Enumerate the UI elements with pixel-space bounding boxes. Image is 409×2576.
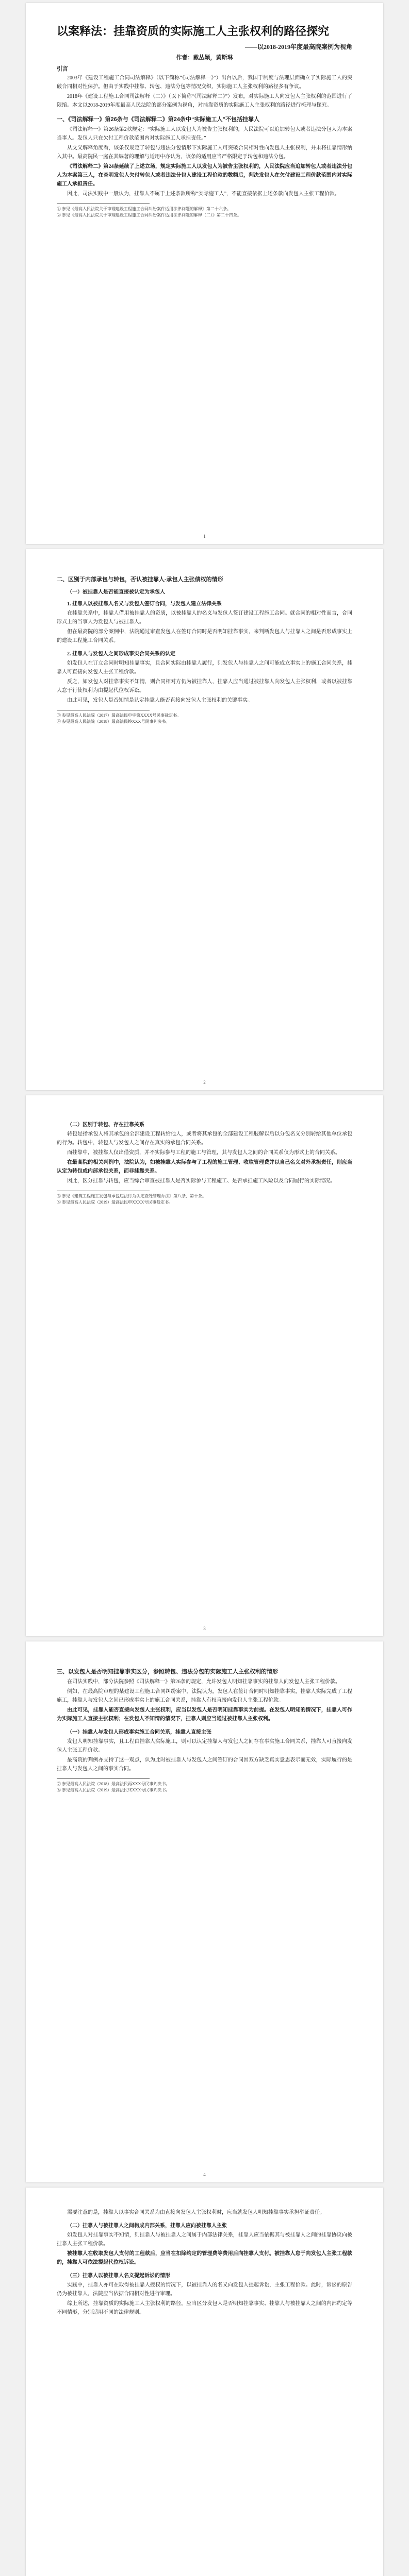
footnote: ① 参见《最高人民法院关于审理建设工程施工合同纠纷案件适用法律问题的解释》第二十六条。 [57, 207, 231, 211]
paragraph: 由此可见，发包人是否知情是认定挂靠人能否直接向发包人主张权利的关键事实。 [67, 698, 253, 703]
footnote-divider [57, 1778, 150, 1779]
section-heading: 三、以发包人是否明知挂靠事实区分，参照转包、违法分包的实际施工人主张权利的情形 [57, 1669, 278, 1675]
preface-label: 引言 [57, 66, 68, 72]
footnote: ⑦ 参见最高人民法院（2018）最高法民再XXX号民事判决书。 [57, 1782, 170, 1786]
paragraph: 被挂靠人在收取发包人支付的工程款后，应当在扣除约定的管理费等费用后向挂靠人支付。被挂靠人怠于向发包人主张工程款的，挂靠人可依法提起代位权诉讼。 [57, 2251, 352, 2265]
paragraph: 转包是指承包人将其承包的全部建设工程转给他人，或者将其承包的全部建设工程肢解以后以分包名义分别转给其他单位承包的行为。转包中，转包人与发包人之间存在真实的承包合同关系。 [57, 1131, 352, 1146]
paragraph: 在最高院的相关判例中，法院认为，如被挂靠人实际参与了工程的施工管理、收取管理费并以自己名义对外承担责任，则应当认定为转包或内部承包关系，而非挂靠关系。 [57, 1160, 352, 1174]
subsection-heading: （一）被挂靠人是否能直接被认定为承包人 [67, 589, 165, 595]
subsection-heading: （二）区别于转包、存在挂靠关系 [67, 1122, 144, 1128]
article-subtitle: ——以2018-2019年度最高院案例为视角 [245, 43, 352, 50]
article-authors: 作者：戴丛颖，黄斯琳 [176, 55, 233, 61]
paragraph: 而挂靠中，被挂靠人仅出借资质，并不实际参与工程的施工与管理，其与发包人之间的合同关系仅为形式上的合同关系。 [67, 1150, 340, 1156]
paragraph: 2018年《建设工程施工合同司法解释（二）》（以下简称“《司法解释二》”）发布，对实际施工人向发包人主张权利的范围进行了限缩。本文以2018-2019年度最高人民法院的部分案例为视角，对挂靠资质的实际施工人主张权利的路径进行梳理与探究。 [57, 94, 352, 108]
page-number: 4 [203, 2172, 206, 2177]
paragraph: 反之，如发包人对挂靠事实不知情，则合同相对方仍为被挂靠人，挂靠人应当通过被挂靠人向发包人主张权利，或者以被挂靠人怠于行使权利为由提起代位权诉讼。 [57, 679, 352, 693]
article-title: 以案释法：挂靠资质的实际施工人主张权利的路径探究 [57, 25, 330, 38]
subsection-heading: 1. 挂靠人以被挂靠人名义与发包人签订合同，与发包人建立法律关系 [67, 601, 222, 607]
paragraph: 如发包人对挂靠事实不知情，则挂靠人与被挂靠人之间属于内部法律关系，挂靠人应当依据其与被挂靠人之间的挂靠协议向被挂靠人主张工程价款。 [57, 2232, 352, 2247]
subsection-heading: 2. 挂靠人与发包人之间形成事实合同关系的认定 [67, 651, 175, 657]
footnote: ④ 参见最高人民法院（2018）最高法民终XXX号民事判决书。 [57, 719, 170, 724]
subsection-heading: （一）挂靠人与发包人形成事实施工合同关系，挂靠人直接主张 [67, 1730, 211, 1735]
paragraph: 例如，在最高院审理的某建设工程施工合同纠纷案中，法院认为，发包人在签订合同时明知挂靠事实，挂靠人实际完成了工程施工，挂靠人与发包人之间已形成事实上的施工合同关系，挂靠人有权直接向发包人主张工程价款。 [57, 1689, 352, 1703]
paragraph: 如发包人在订立合同时明知挂靠事实，且合同实际由挂靠人履行，则发包人与挂靠人之间可能成立事实上的施工合同关系，挂靠人可直接向发包人主张工程价款。 [57, 660, 352, 675]
footnote: ⑥ 参见最高人民法院（2019）最高法民申XXXX号民事裁定书。 [57, 1200, 173, 1205]
page-number: 2 [203, 1080, 206, 1085]
paragraph: 实践中，挂靠人亦可在取得被挂靠人授权的情况下，以被挂靠人的名义向发包人提起诉讼，主张工程价款。此时，诉讼的原告仍为被挂靠人，法院应当依据合同相对性进行审理。 [57, 2282, 352, 2297]
page-number: 1 [203, 534, 206, 539]
document-page-4 [26, 1641, 383, 2182]
footnote: ② 参见《最高人民法院关于审理建设工程施工合同纠纷案件适用法律问题的解释（二）》第二十四条。 [57, 213, 241, 217]
subsection-heading: （二）挂靠人与被挂靠人之间构成内部关系，挂靠人应向被挂靠人主张 [67, 2223, 227, 2229]
section-heading: 二、区别于内部承包与转包，否认被挂靠人-承包人主张债权的情形 [57, 577, 223, 583]
paragraph: 在挂靠关系中，挂靠人借用被挂靠人的资质，以被挂靠人的名义与发包人签订建设工程施工合同。就合同的相对性而言，合同形式上的当事人为发包人与被挂靠人。 [57, 611, 352, 625]
paragraph: 因此，司法实践中一般认为，挂靠人不属于上述条款所称“实际施工人”，不能直接依据上述条款向发包人主张工程价款。 [67, 191, 340, 197]
section-heading: 一、《司法解释一》第26条与《司法解释二》第24条中“实际施工人”不包括挂靠人 [57, 116, 259, 123]
paragraph: 但在最高院的部分案例中，法院通过审查发包人在签订合同时是否明知挂靠事实，来判断发包人与挂靠人之间是否形成事实上的建设工程施工合同关系。 [57, 629, 352, 643]
page-number: 3 [203, 1626, 206, 1631]
paragraph: 《司法解释二》第24条延续了上述立场，规定实际施工人以发包人为被告主张权利的，人民法院应当追加转包人或者违法分包人为本案第三人，在查明发包人欠付转包人或者违法分包人建设工程价款的数额后，判决发包人在欠付建设工程价款范围内对实际施工人承担责任。 [57, 164, 352, 187]
paragraph: 因此，区分挂靠与转包，应当综合审查被挂靠人是否实际参与工程施工、是否承担施工风险以及合同履行的实际情况。 [67, 1178, 335, 1184]
paragraph: 在司法实践中，部分法院参照《司法解释一》第26条的规定，允许发包人明知挂靠事实的挂靠人向发包人主张工程价款。 [67, 1679, 340, 1685]
document-page-5 [26, 2188, 383, 2576]
document-page-2 [26, 549, 383, 1090]
paragraph: 综上所述，挂靠资质的实际施工人主张权利的路径，应当区分发包人是否明知挂靠事实、挂靠人与被挂靠人之间的内部约定等不同情形，分别适用不同的法律规则。 [57, 2301, 352, 2315]
footnote: ⑤ 参见《建筑工程施工发包与承包违法行为认定查处管理办法》第八条、第十条。 [57, 1194, 206, 1198]
paragraph: 发包人明知挂靠事实，且工程由挂靠人实际施工，则可以认定挂靠人与发包人之间存在事实施工合同关系，挂靠人可直接向发包人主张工程价款。 [57, 1739, 352, 1753]
footnote: ⑧ 参见最高人民法院（2019）最高法民终XXX号民事判决书。 [57, 1788, 170, 1792]
paragraph: 由此可见，挂靠人能否直接向发包人主张权利，应当以发包人是否明知挂靠事实为前提。在发包人明知的情况下，挂靠人可作为实际施工人直接主张权利；在发包人不知情的情况下，挂靠人则应当通过被挂靠人主张权利。 [57, 1707, 352, 1722]
paragraph: 从文义解释角度看，该条仅规定了转包与违法分包情形下实际施工人可突破合同相对性向发包人主张权利，并未将挂靠情形纳入其中。最高院民一庭在其编著的理解与适用中亦认为，该条的适用应当严格限定于转包和违法分包。 [57, 145, 352, 160]
paragraph: 2003年《建设工程施工合同司法解释》（以下简称“《司法解释一》”）出台以后，我国于制度与法理层面确立了实际施工人的突破合同相对性保护。但由于实践中挂靠、转包、违法分包等情况交织，实际施工人主张权利的路径多有争议。 [57, 75, 352, 90]
subsection-heading: （三）挂靠人以被挂靠人名义提起诉讼的情形 [67, 2273, 170, 2279]
document-page-3 [26, 1095, 383, 1636]
paragraph: 《司法解释一》第26条第2款规定：“实际施工人以发包人为被告主张权利的，人民法院可以追加转包人或者违法分包人为本案当事人。发包人只在欠付工程价款范围内对实际施工人承担责任。” [57, 127, 352, 141]
footnote: ③ 参见最高人民法院（2017）最高法民申字第XXXX号民事裁定书。 [57, 713, 182, 718]
document-page-1 [26, 3, 383, 544]
paragraph: 需要注意的是，挂靠人以事实合同关系为由直接向发包人主张权利时，应当就发包人明知挂靠事实承担举证责任。 [67, 2210, 325, 2215]
paragraph: 最高院的判例亦支持了这一观点，认为此时被挂靠人与发包人之间签订的合同因双方缺乏真实意思表示而无效，实际履行的是挂靠人与发包人之间的事实合同。 [57, 1757, 352, 1772]
